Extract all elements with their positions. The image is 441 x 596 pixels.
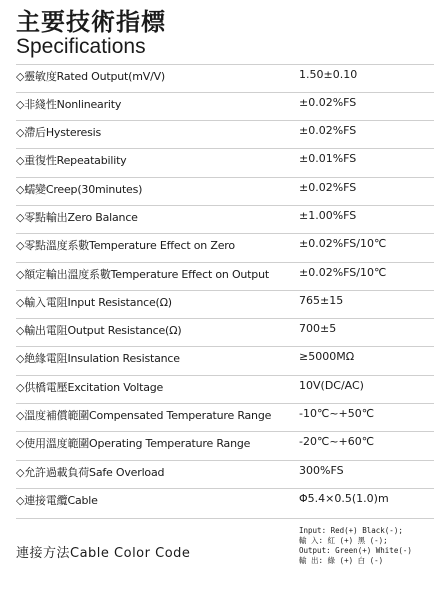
- spec-value: 1.50±0.10: [299, 68, 358, 81]
- spec-row: [16, 488, 434, 516]
- spec-value: -20℃~+60℃: [299, 435, 375, 448]
- spec-row: [16, 64, 434, 92]
- spec-value: 700±5: [299, 322, 337, 335]
- spec-row: [16, 262, 434, 290]
- spec-label: ◇蠕變Creep(30minutes): [16, 183, 143, 196]
- spec-row: [16, 318, 434, 346]
- cable-code-title: 連接方法Cable Color Code: [16, 546, 191, 561]
- spec-label: ◇額定輸出溫度系數Temperature Effect on Output: [16, 268, 269, 281]
- spec-row: [16, 92, 434, 120]
- spec-value: ±0.02%FS/10℃: [299, 237, 387, 250]
- spec-value: ±0.02%FS: [299, 181, 357, 194]
- spec-value: ±0.02%FS/10℃: [299, 266, 387, 279]
- spec-row: [16, 346, 434, 374]
- cable-line: Input: Red(+) Black(-);: [299, 526, 403, 535]
- spec-value: 10V(DC/AC): [299, 379, 364, 392]
- spec-row: [16, 375, 434, 403]
- spec-value: 765±15: [299, 294, 344, 307]
- spec-label: ◇重復性Repeatability: [16, 154, 127, 167]
- page-title-zh: 主要技術指標: [16, 8, 166, 36]
- spec-label: ◇輸出電阻Output Resistance(Ω): [16, 324, 182, 337]
- spec-label: ◇絶緣電阻Insulation Resistance: [16, 352, 180, 365]
- spec-row: [16, 120, 434, 148]
- cable-line: 輸 出: 綠 (+) 白 (-): [299, 556, 384, 565]
- spec-value: ±0.02%FS: [299, 124, 357, 137]
- spec-label: ◇零點輸出Zero Balance: [16, 211, 138, 224]
- spec-row: [16, 403, 434, 431]
- spec-value: ±1.00%FS: [299, 209, 357, 222]
- spec-label: ◇允許過載負荷Safe Overload: [16, 466, 165, 479]
- cable-line: 輸 入: 紅 (+) 黑 (-);: [299, 536, 388, 545]
- spec-row: [16, 460, 434, 488]
- spec-label: ◇靈敏度Rated Output(mV/V): [16, 70, 166, 83]
- spec-row: [16, 233, 434, 261]
- spec-row: [16, 290, 434, 318]
- spec-row: [16, 205, 434, 233]
- spec-value: Φ5.4×0.5(1.0)m: [299, 492, 389, 505]
- spec-label: ◇輸入電阻Input Resistance(Ω): [16, 296, 172, 309]
- spec-row: [16, 431, 434, 459]
- spec-value: ≥5000MΩ: [299, 350, 355, 363]
- spec-value: ±0.01%FS: [299, 152, 357, 165]
- cable-line: Output: Green(+) White(-): [299, 546, 412, 555]
- spec-label: ◇使用溫度範圍Operating Temperature Range: [16, 437, 251, 450]
- page-title-en: Specifications: [16, 35, 146, 58]
- cable-code-lines: [299, 526, 412, 566]
- spec-label: ◇零點溫度系數Temperature Effect on Zero: [16, 239, 235, 252]
- spec-label: ◇非綫性Nonlinearity: [16, 98, 122, 111]
- spec-row: [16, 177, 434, 205]
- spec-label: ◇連接電纜Cable: [16, 494, 98, 507]
- spec-label: ◇滯后Hysteresis: [16, 126, 102, 139]
- spec-value: 300%FS: [299, 464, 344, 477]
- row-divider: [16, 518, 434, 519]
- spec-row: [16, 148, 434, 176]
- spec-value: -10℃~+50℃: [299, 407, 375, 420]
- spec-label: ◇溫度補償範圍Compensated Temperature Range: [16, 409, 272, 422]
- spec-value: ±0.02%FS: [299, 96, 357, 109]
- spec-label: ◇供橋電壓Excitation Voltage: [16, 381, 164, 394]
